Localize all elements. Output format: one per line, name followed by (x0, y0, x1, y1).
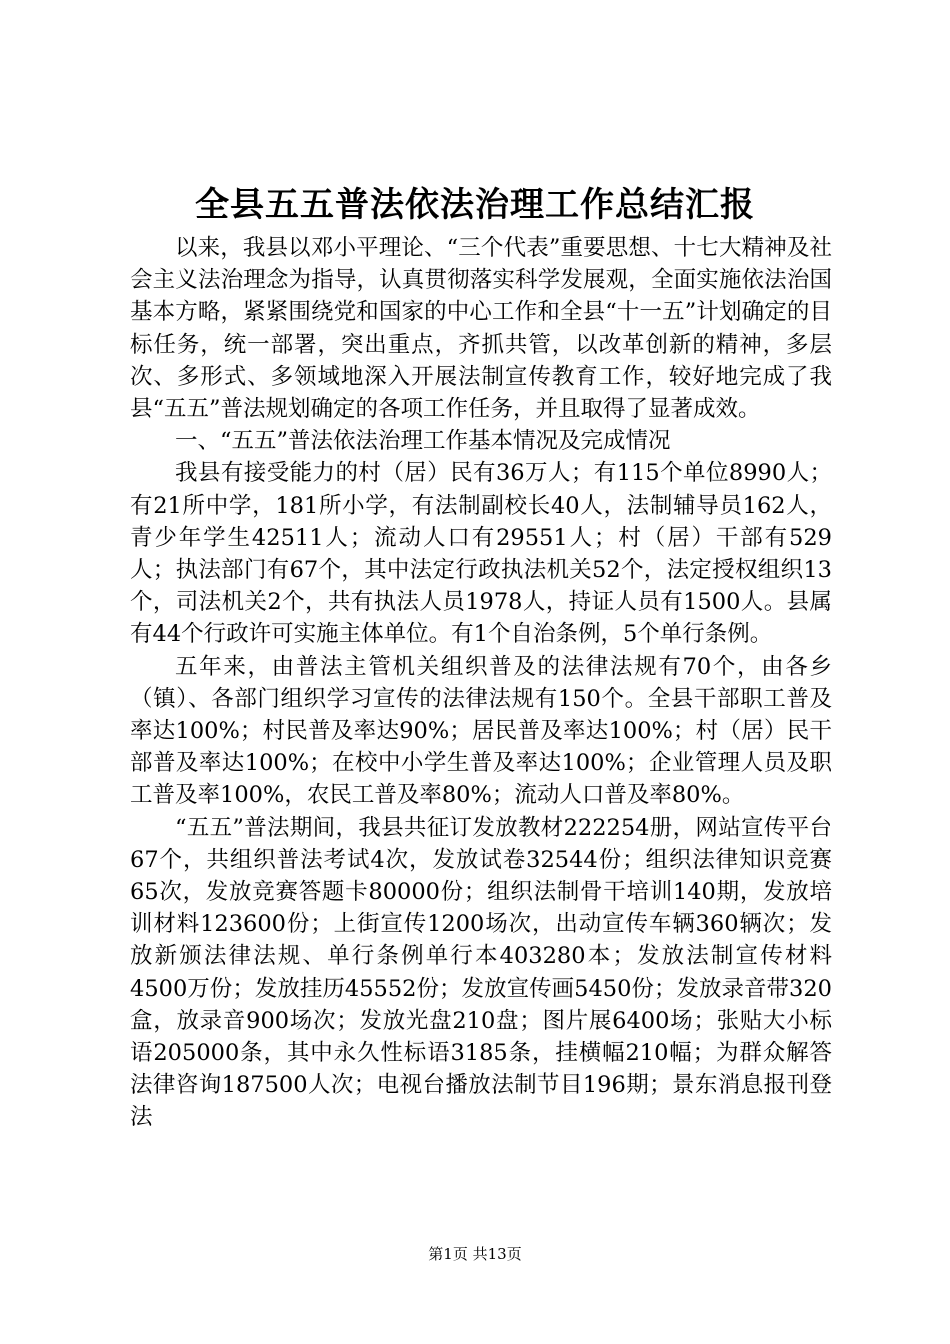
paragraph-basic-info: 我县有接受能力的村（居）民有36万人；有115个单位8990人；有21所中学，181所小学，有法制副校长40人，法制辅导员162人，青少年学生42511人；流动人口有29551人；村（居）干部有529人；执法部门有67个，其中法定行政执法机关52个，法定授权组织13个，司法机关2个，共有执法人员1978人，持证人员有1500人。县属有44个行政许可实施主体单位。有1个自治条例，5个单行条例。 (130, 460, 832, 648)
page-footer: 第1页 共13页 (428, 1245, 522, 1263)
document-body (130, 232, 832, 1134)
paragraph-coverage-rates: 五年来，由普法主管机关组织普及的法律法规有70个，由各乡（镇）、各部门组织学习宣传的法律法规有150个。全县干部职工普及率达100%；村民普及率达90%；居民普及率达100%；村（居）民干部普及率达100%；在校中小学生普及率达100%；企业管理人员及职工普及率100%，农民工普及率80%；流动人口普及率80%。 (130, 653, 832, 809)
section-heading: 一、“五五”普法依法治理工作基本情况及完成情况 (175, 428, 671, 455)
document-title: 全县五五普法依法治理工作总结汇报 (195, 185, 755, 225)
paragraph-publicity-stats: “五五”普法期间，我县共征订发放教材222254册，网站宣传平台67个，共组织普法考试4次，发放试卷32544份；组织法律知识竞赛65次，发放竞赛答题卡80000份；组织法制骨干培训140期，发放培训材料123600份；上街宣传1200场次，出动宣传车辆360辆次；发放新颁法律法规、单行条例单行本403280本；发放法制宣传材料4500万份；发放挂历45552份；发放宣传画5450份；发放录音带320盒，放录音900场次；发放光盘210盘；图片展6400场；张贴大小标语205000条，其中永久性标语3185条，挂横幅210幅；为群众解答法律咨询187500人次；电视台播放法制节目196期；景东消息报刊登法 (130, 814, 832, 1131)
paragraph-intro: 以来，我县以邓小平理论、“三个代表”重要思想、十七大精神及社会主义法治理念为指导，认真贯彻落实科学发展观，全面实施依法治国基本方略，紧紧围绕党和国家的中心工作和全县“十一五”计划确定的目标任务，统一部署，突出重点，齐抓共管，以改革创新的精神，多层次、多形式、多领域地深入开展法制宣传教育工作，较好地完成了我县“五五”普法规划确定的各项工作任务，并且取得了显著成效。 (130, 235, 832, 423)
